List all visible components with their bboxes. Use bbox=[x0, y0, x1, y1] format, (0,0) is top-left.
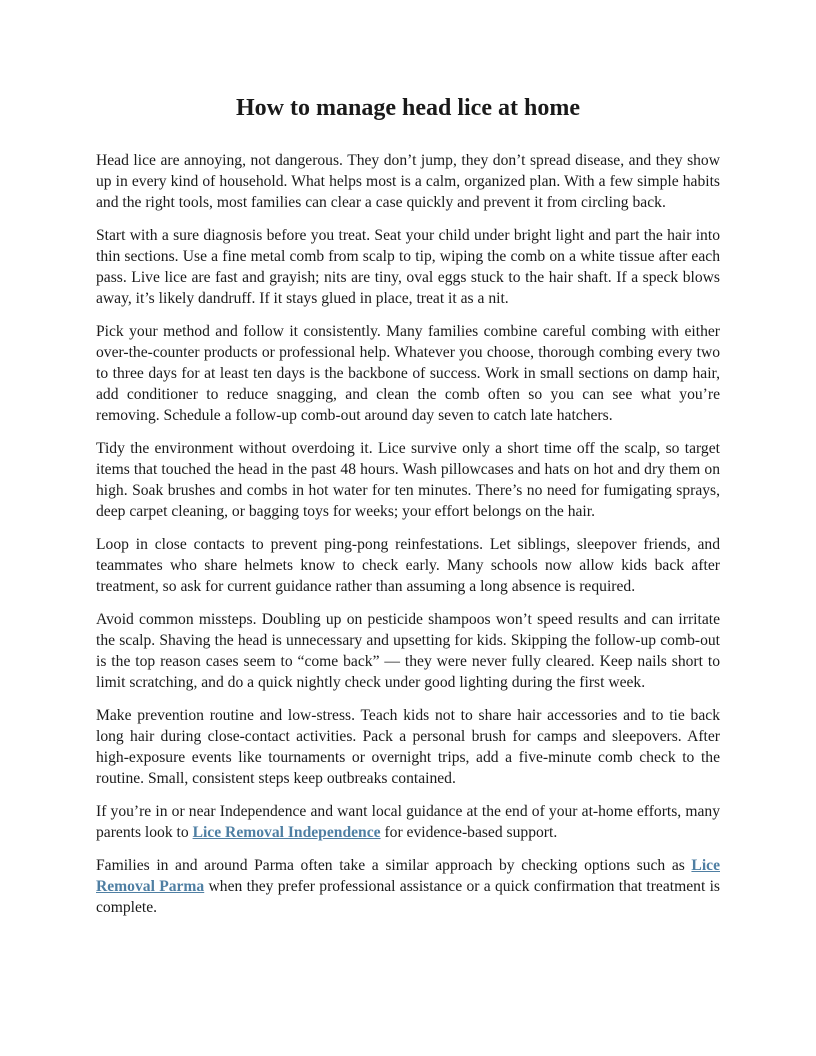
paragraph-parma bbox=[96, 855, 720, 918]
page-title: How to manage head lice at home bbox=[236, 95, 580, 121]
paragraph-method: Pick your method and follow it consistently. Many families combine careful combing with either over-the-counter products or professional help. Whatever you choose, thorough combing every two to three days for at least ten days is the backbone of success. Work in small sections on damp hair, add conditioner to reduce snagging, and clean the comb often so you can see what you’re removing. Schedule a follow-up comb-out around day seven to catch late hatchers. bbox=[96, 323, 720, 424]
paragraph-contacts: Loop in close contacts to prevent ping-pong reinfestations. Let siblings, sleepover friends, and teammates who share helmets know to check early. Many schools now allow kids back after treatment, so ask for current guidance rather than assuming a long absence is required. bbox=[96, 536, 720, 595]
paragraph-environment: Tidy the environment without overdoing it. Lice survive only a short time off the scalp, so target items that touched the head in the past 48 hours. Wash pillowcases and hats on hot and dry them on high. Soak brushes and combs in hot water for ten minutes. There’s no need for fumigating sprays, deep carpet cleaning, or bagging toys for weeks; your effort belongs on the hair. bbox=[96, 440, 720, 520]
paragraph-parma-text-before: Families in and around Parma often take a similar approach by checking options such as bbox=[96, 857, 692, 874]
lice-removal-parma-link[interactable]: Lice Removal Parma bbox=[96, 857, 720, 895]
paragraph-diagnosis: Start with a sure diagnosis before you treat. Seat your child under bright light and part the hair into thin sections. Use a fine metal comb from scalp to tip, wiping the comb on a white tissue after each pass. Live lice are fast and grayish; nits are tiny, oval eggs stuck to the hair shaft. If a speck blows away, it’s likely dandruff. If it stays glued in place, treat it as a nit. bbox=[96, 227, 720, 307]
paragraph-intro: Head lice are annoying, not dangerous. They don’t jump, they don’t spread disease, and they show up in every kind of household. What helps most is a calm, organized plan. With a few simple habits and the right tools, most families can clear a case quickly and prevent it from circling back. bbox=[96, 152, 720, 211]
paragraph-prevention: Make prevention routine and low-stress. Teach kids not to share hair accessories and to tie back long hair during close-contact activities. Pack a personal brush for camps and sleepovers. After high-exposure events like tournaments or overnight trips, add a five-minute comb check to the routine. Small, consistent steps keep outbreaks contained. bbox=[96, 707, 720, 787]
lice-removal-independence-link[interactable]: Lice Removal Independence bbox=[192, 824, 381, 841]
paragraph-parma-text-after: when they prefer professional assistance or a quick confirmation that treatment is complete. bbox=[96, 878, 720, 916]
paragraph-independence-text-before: If you’re in or near Independence and want local guidance at the end of your at-home efforts, many parents look to bbox=[96, 803, 720, 841]
paragraph-independence-text-after: for evidence-based support. bbox=[380, 824, 558, 841]
paragraph-missteps: Avoid common missteps. Doubling up on pesticide shampoos won’t speed results and can irritate the scalp. Shaving the head is unnecessary and upsetting for kids. Skipping the follow-up comb-out is the top reason cases seem to “come back” — they were never fully cleared. Keep nails short to limit scratching, and do a quick nightly check under good lighting during the first week. bbox=[96, 611, 720, 691]
paragraph-independence bbox=[96, 801, 720, 843]
